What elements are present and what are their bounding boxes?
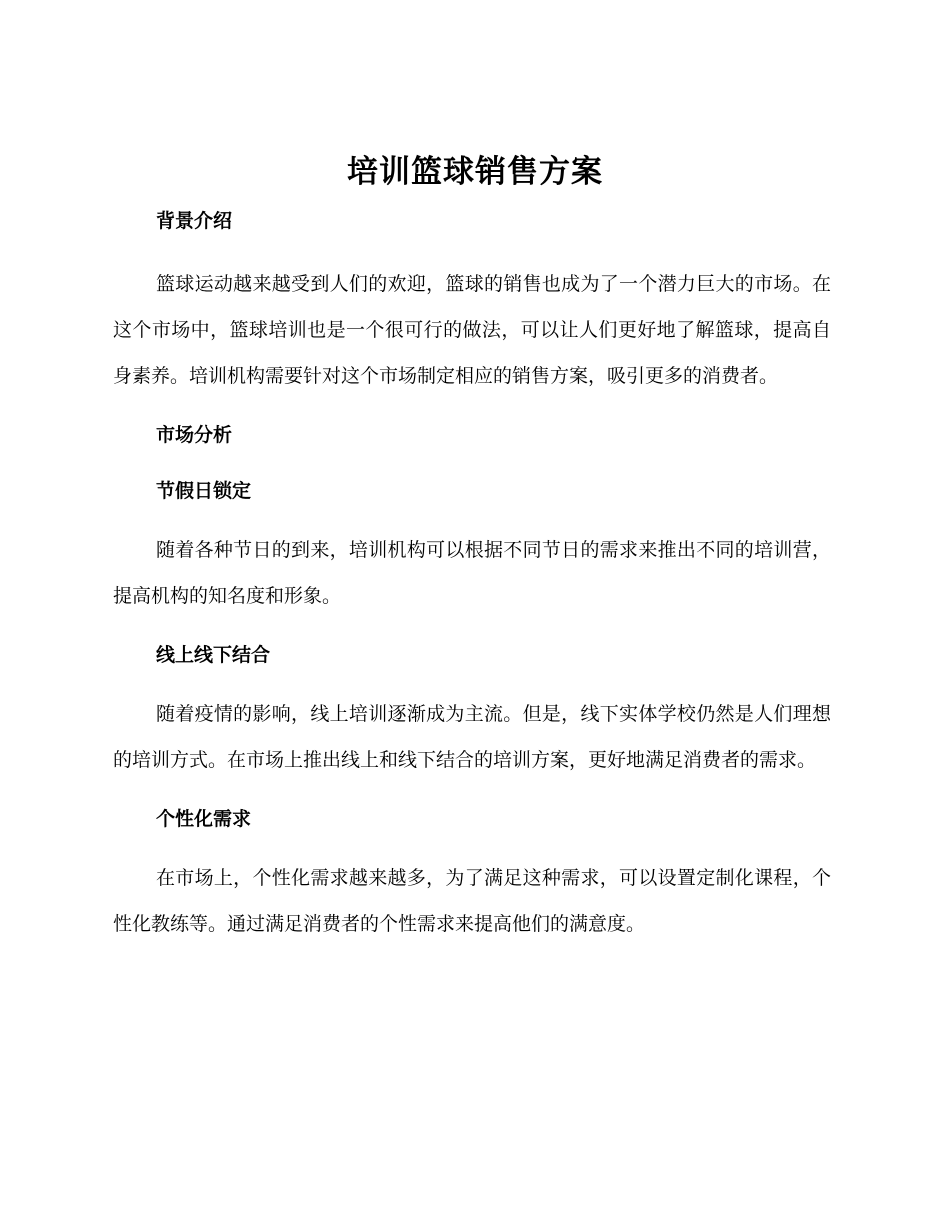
section-heading-holiday: 节假日锁定 [156,480,252,502]
section-heading-personalized: 个性化需求 [156,808,252,830]
document-body [113,205,831,947]
section-heading-online-offline: 线上线下结合 [156,644,271,666]
document-title: 培训篮球销售方案 [347,154,603,190]
section-paragraph-holiday: 随着各种节日的到来，培训机构可以根据不同节日的需求来推出不同的培训营，提高机构的知名度和形象。 [113,539,831,607]
section-heading-market-analysis: 市场分析 [156,424,233,446]
section-heading-background: 背景介绍 [156,210,233,232]
section-paragraph-personalized: 在市场上，个性化需求越来越多，为了满足这种需求，可以设置定制化课程，个性化教练等。通过满足消费者的个性需求来提高他们的满意度。 [113,867,831,935]
section-paragraph-background: 篮球运动越来越受到人们的欢迎，篮球的销售也成为了一个潜力巨大的市场。在这个市场中，篮球培训也是一个很可行的做法，可以让人们更好地了解篮球，提高自身素养。培训机构需要针对这个市场制定相应的销售方案，吸引更多的消费者。 [113,273,831,387]
section-paragraph-online-offline: 随着疫情的影响，线上培训逐渐成为主流。但是，线下实体学校仍然是人们理想的培训方式。在市场上推出线上和线下结合的培训方案，更好地满足消费者的需求。 [113,703,831,771]
